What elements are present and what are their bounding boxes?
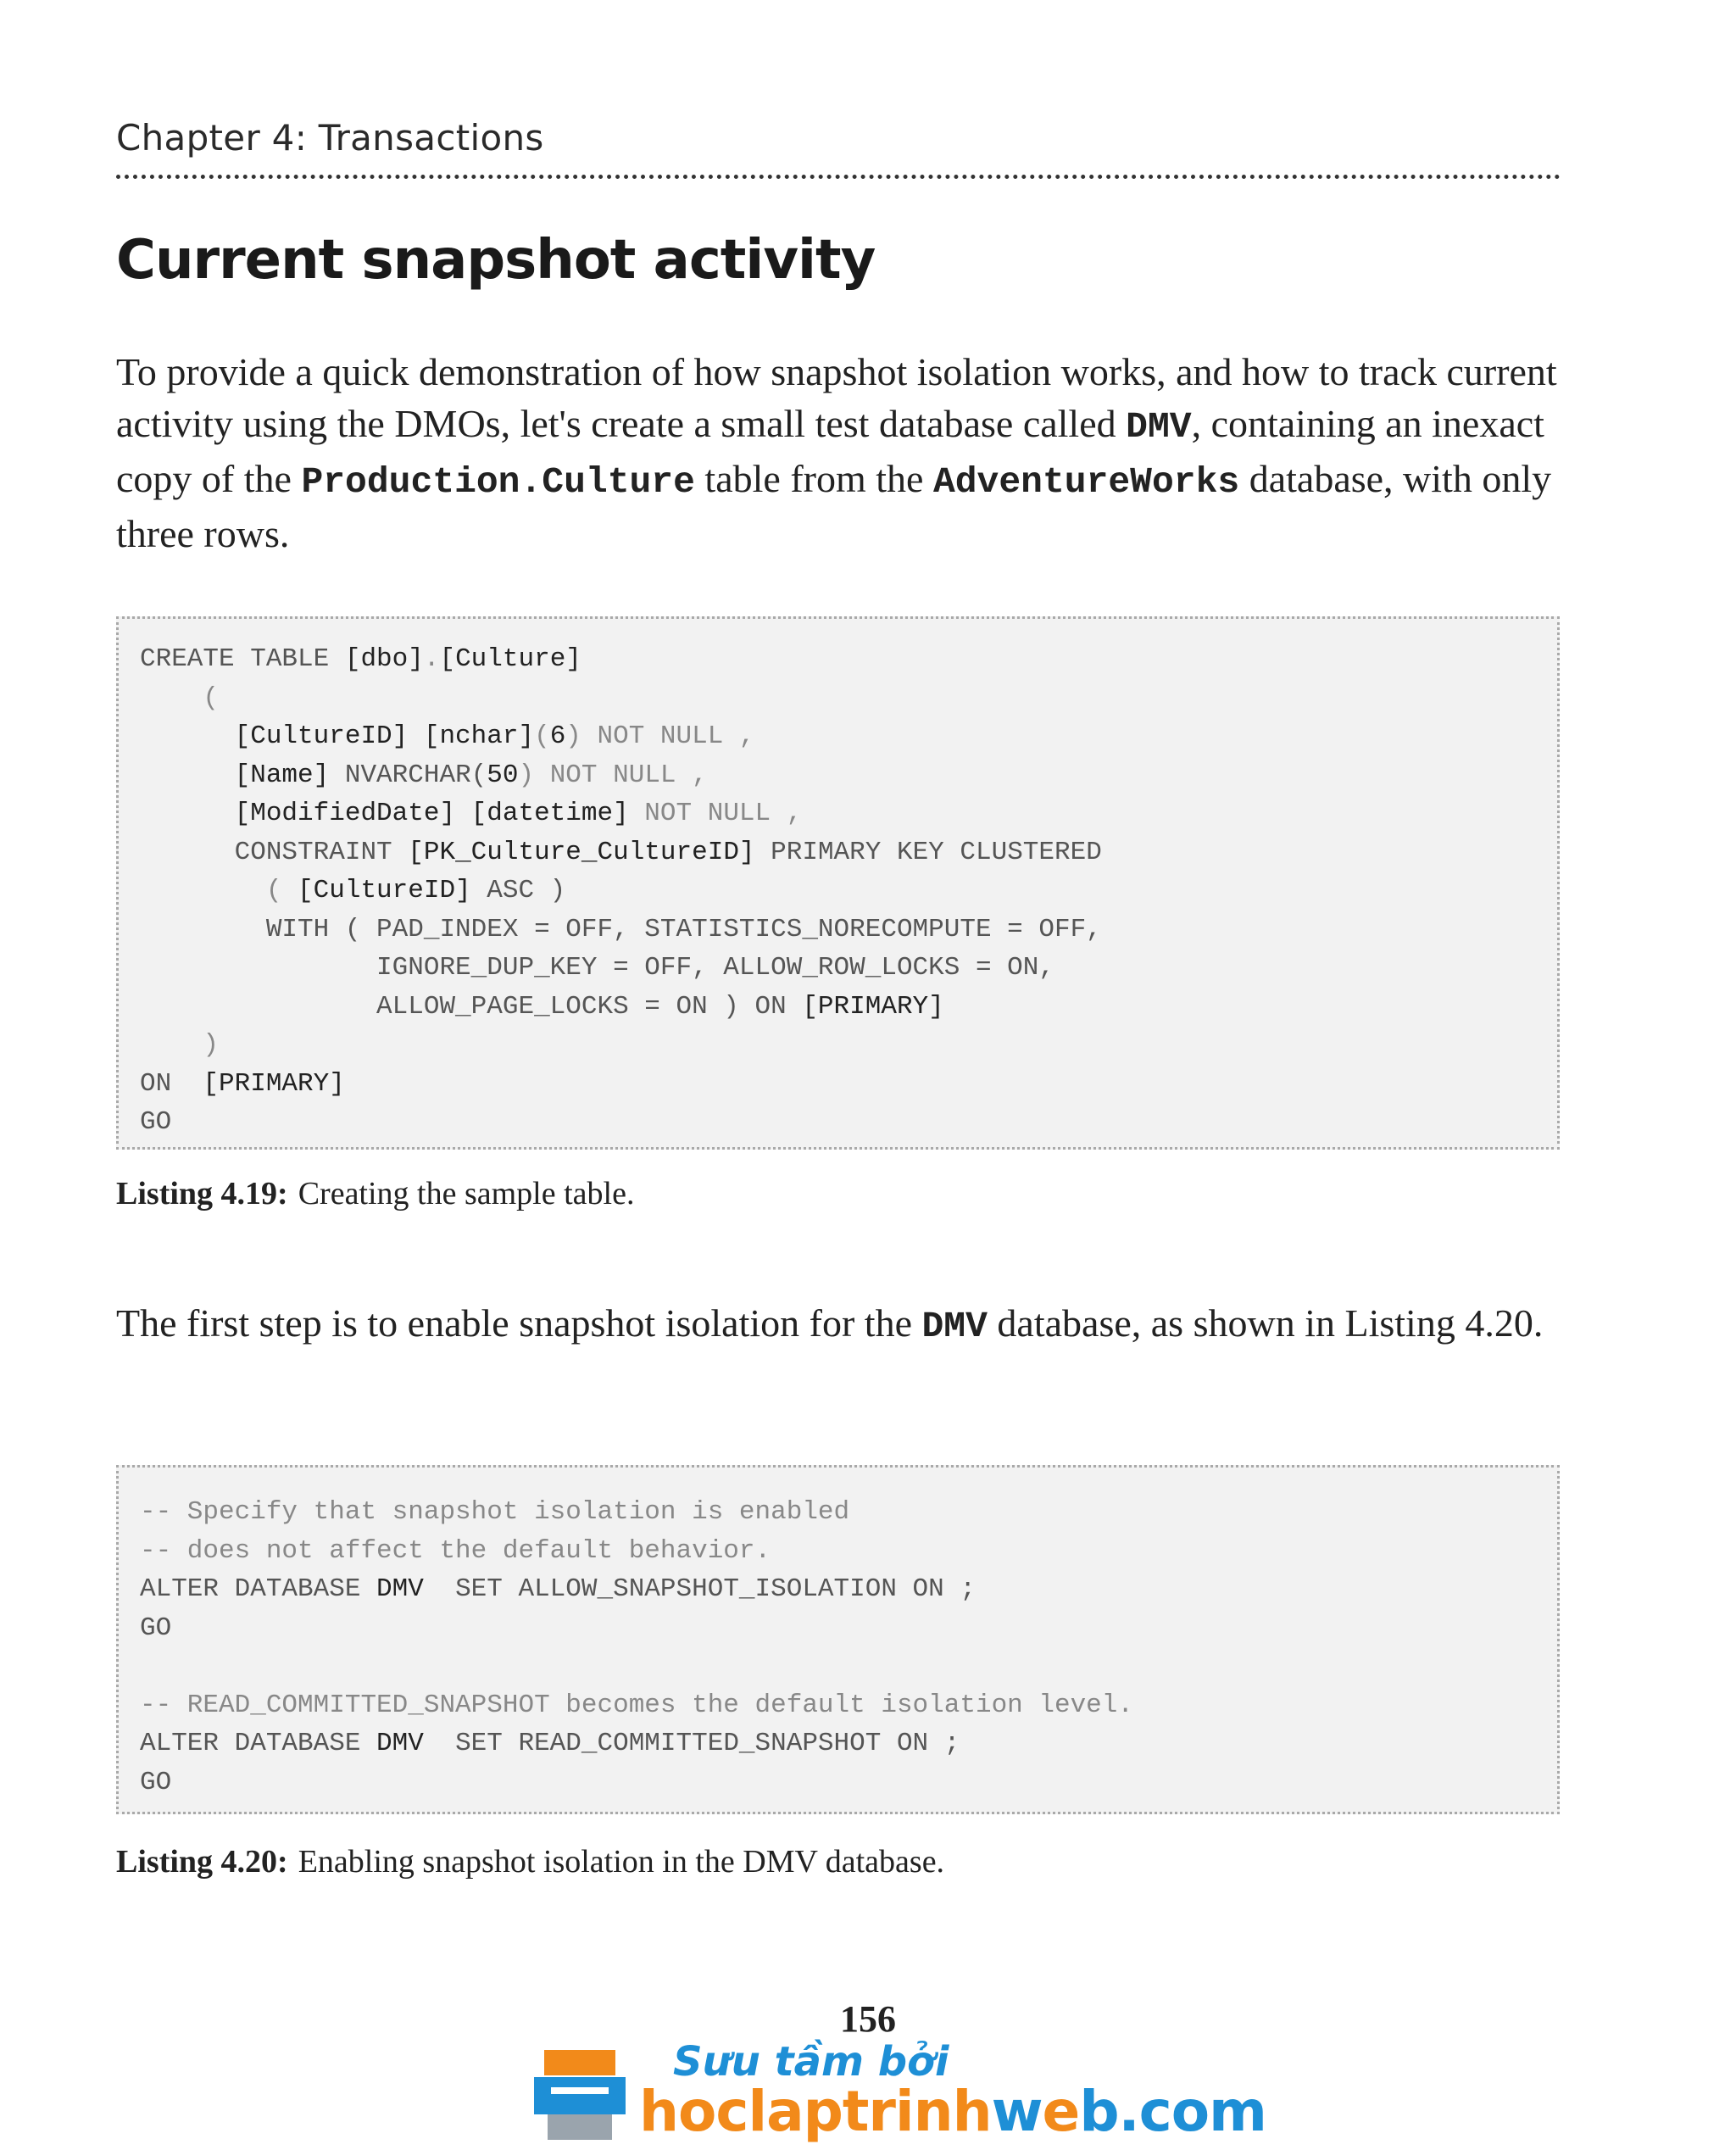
inline-code-dmv: DMV <box>1126 406 1192 448</box>
intro-text-2: , containing an inexact copy of the <box>116 402 1544 500</box>
intro-text-4: database, with only three rows. <box>116 457 1552 555</box>
inline-code-production-culture: Production.Culture <box>301 461 695 503</box>
intro-paragraph <box>116 346 1574 560</box>
watermark-logo <box>529 2038 1266 2144</box>
section-title: Current snapshot activity <box>116 229 876 292</box>
step-text-2: database, as shown in Listing 4.20. <box>987 1301 1544 1345</box>
caption-label: Listing 4.19: <box>116 1176 288 1211</box>
intro-text-3: table from the <box>694 457 933 500</box>
inline-code-adventureworks: AdventureWorks <box>932 461 1240 503</box>
step-paragraph <box>116 1297 1574 1352</box>
caption-text: Creating the sample table. <box>298 1176 635 1211</box>
caption-text: Enabling snapshot isolation in the DMV database. <box>298 1844 945 1880</box>
caption-label: Listing 4.20: <box>116 1844 288 1880</box>
code-listing-4-19 <box>116 616 1560 1150</box>
page-number: 156 <box>840 1998 896 2040</box>
listing-4-20-caption <box>116 1843 944 1880</box>
code-block: CREATE TABLE [dbo].[Culture] ( [CultureID] [nchar](6) NOT NULL , [Name] NVARCHAR(50) NOT NULL , [ModifiedDate] [datetime] NOT NULL , CONSTRAINT [PK_Culture_CultureID] PRIMARY KEY CLUSTERED ( [CultureID] ASC ) WITH ( PAD_INDEX = OFF, STATISTICS_NORECOMPUTE = OFF, IGNORE_DUP_KEY = OFF, ALLOW_ROW_LOCKS = ON, ALLOW_PAGE_LOCKS = ON ) ON [PRIMARY] ) ON [PRIMARY] GO <box>140 644 1102 1137</box>
watermark-subtitle: Sưu tầm bởi <box>673 2038 949 2086</box>
header-rule <box>116 175 1561 179</box>
watermark-site: hoclaptrinhweb.com <box>639 2079 1266 2144</box>
intro-text-1: To provide a quick demonstration of how snapshot isolation works, and how to track current activity using the DMOs, let's create a small test database called <box>116 350 1557 445</box>
printer-icon <box>529 2047 631 2150</box>
running-head: Chapter 4: Transactions <box>116 117 544 159</box>
code-listing-4-20 <box>116 1465 1560 1814</box>
step-text-1: The first step is to enable snapshot isolation for the <box>116 1301 922 1345</box>
listing-4-19-caption <box>116 1175 634 1212</box>
code-block: -- Specify that snapshot isolation is enabled -- does not affect the default behavior. ALTER DATABASE DMV SET ALLOW_SNAPSHOT_ISOLATION ON ; GO -- READ_COMMITTED_SNAPSHOT becomes the default isolation level. ALTER DATABASE DMV SET READ_COMMITTED_SNAPSHOT ON ; GO <box>140 1497 1133 1797</box>
inline-code-dmv-2: DMV <box>921 1306 988 1347</box>
